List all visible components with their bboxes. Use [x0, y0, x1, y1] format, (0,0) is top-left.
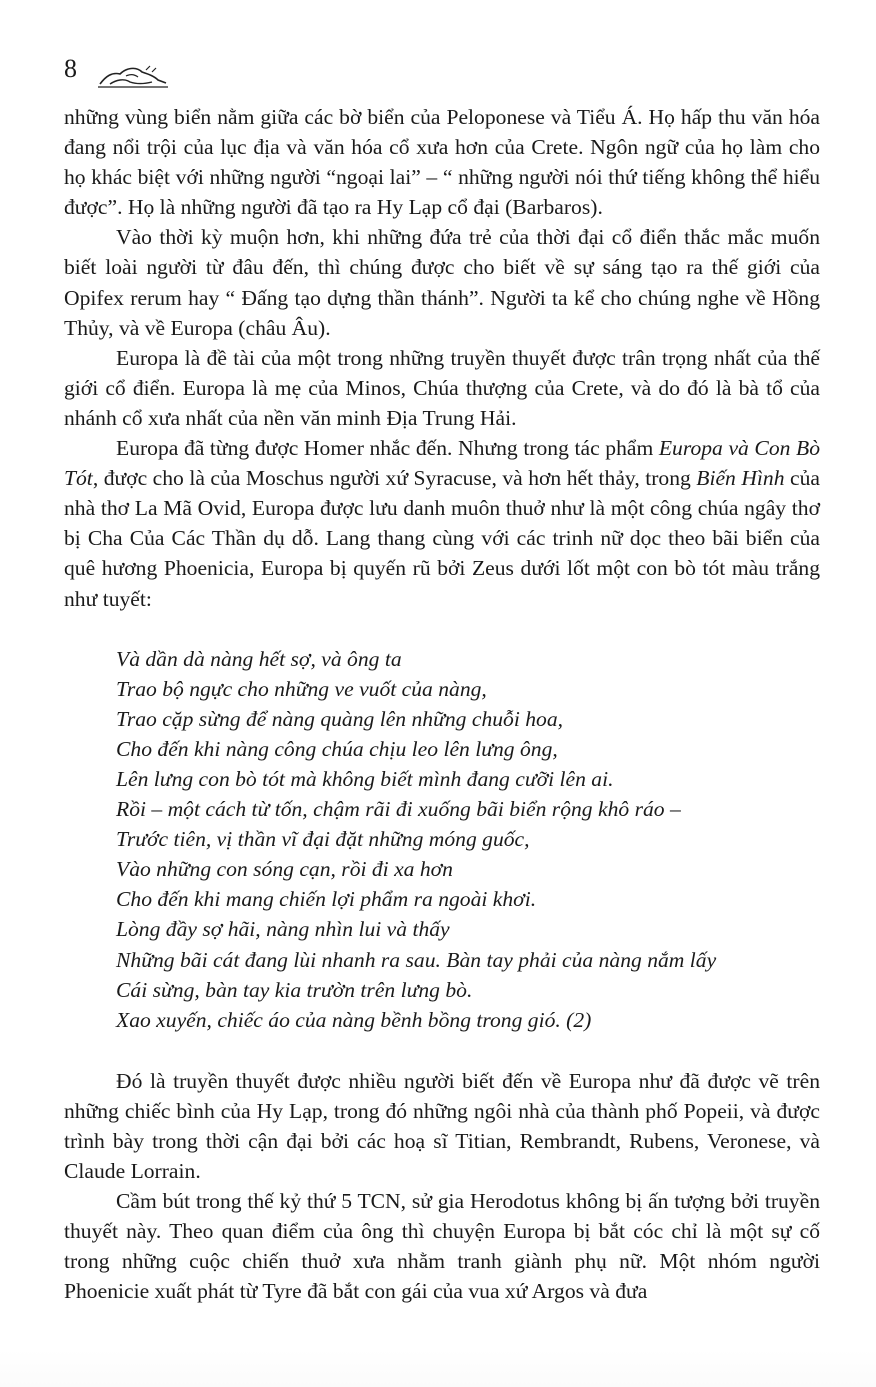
paragraph-4 — [64, 433, 820, 614]
paragraph-3: Europa là đề tài của một trong những truyền thuyết được trân trọng nhất của thế giới cổ điển. Europa là mẹ của Minos, Chúa thượng của Crete, và do đó là bà tổ của nhánh cổ xưa nhất của nền văn minh Địa Trung Hải. — [64, 345, 820, 430]
poem-line: Những bãi cát đang lùi nhanh ra sau. Bàn tay phải của nàng nắm lấy — [116, 947, 717, 972]
poem-block — [116, 644, 820, 1035]
work-title-europa: Europa và Con Bò Tót — [64, 436, 821, 491]
page-number: 8 — [64, 54, 77, 83]
poem-line: Trước tiên, vị thần vĩ đại đặt những móng guốc, — [116, 827, 530, 852]
poem-line: Trao bộ ngực cho những ve vuốt của nàng, — [116, 676, 487, 701]
bull-ornament-icon — [96, 62, 170, 92]
poem-line: Cho đến khi nàng công chúa chịu leo lên lưng ông, — [116, 736, 558, 761]
poem-line: Trao cặp sừng để nàng quàng lên những chuỗi hoa, — [116, 706, 564, 731]
poem-line: Rồi – một cách từ tốn, chậm rãi đi xuống bãi biển rộng khô ráo – — [116, 797, 681, 822]
poem-line: Cho đến khi mang chiến lợi phẩm ra ngoài khơi. — [116, 887, 537, 912]
poem-line: Lên lưng con bò tót mà không biết mình đang cưỡi lên ai. — [116, 766, 614, 791]
paragraph-5: Đó là truyền thuyết được nhiều người biết đến về Europa như đã được vẽ trên những chiếc bình của Hy Lạp, trong đó những ngôi nhà của thành phố Popeii, và được trình bày trong thời cận đại bởi các hoạ sĩ Titian, Rembrandt, Rubens, Veronese, và Claude Lorrain. — [64, 1068, 820, 1184]
poem-line: Và dần dà nàng hết sợ, và ông ta — [116, 646, 402, 671]
work-title-bien-hinh: Biến Hình — [696, 466, 785, 491]
poem-line: Cái sừng, bàn tay kia trườn trên lưng bò. — [116, 977, 473, 1002]
poem-line: Xao xuyến, chiếc áo của nàng bềnh bồng trong gió. (2) — [116, 1007, 592, 1032]
paragraph-4-text-b: , được cho là của Moschus người xứ Syracuse, và hơn hết thảy, trong — [92, 466, 697, 491]
page-bottom-margin — [0, 1350, 876, 1387]
paragraph-6: Cầm bút trong thế kỷ thứ 5 TCN, sử gia Herodotus không bị ấn tượng bởi truyền thuyết này. Theo quan điểm của ông thì chuyện Europa bị bắt cóc chỉ là một sự cố trong những cuộc chiến thuở xưa nhằm tranh giành phụ nữ. Một nhóm người Phoenicie xuất phát từ Tyre đã bắt con gái của vua xứ Argos và đưa — [64, 1189, 820, 1304]
paragraph-1: những vùng biển nằm giữa các bờ biển của Peloponese và Tiểu Á. Họ hấp thu văn hóa đang nổi trội của lục địa và văn hóa cổ xưa hơn của Crete. Ngôn ngữ của họ làm cho họ khác biệt với những người “ngoại lai” – “ những người nói thứ tiếng không thể hiểu được”. Họ là những người đã tạo ra Hy Lạp cổ đại (Barbaros). — [64, 105, 820, 220]
poem-line: Vào những con sóng cạn, rồi đi xa hơn — [116, 857, 453, 882]
poem-line: Lòng đầy sợ hãi, nàng nhìn lui và thấy — [116, 917, 450, 942]
page-body — [64, 102, 820, 1307]
paragraph-4-text-a: Europa đã từng được Homer nhắc đến. Nhưng trong tác phẩm — [116, 436, 659, 461]
paragraph-2: Vào thời kỳ muộn hơn, khi những đứa trẻ của thời đại cổ điển thắc mắc muốn biết loài người từ đâu đến, thì chúng được cho biết về sự sáng tạo ra thế giới của Opifex rerum hay “ Đấng tạo dựng thần thánh”. Người ta kể cho chúng nghe về Hồng Thủy, và về Europa (châu Âu). — [64, 225, 820, 340]
paragraph-4-text-c: của nhà thơ La Mã Ovid, Europa được lưu danh muôn thuở như là một công chúa ngây thơ bị Cha Của Các Thần dụ dỗ. Lang thang cùng với các trinh nữ dọc theo bãi biển của quê hương Phoenicia, Europa bị quyến rũ bởi Zeus dưới lốt một con bò tót màu trắng như tuyết: — [64, 466, 820, 611]
